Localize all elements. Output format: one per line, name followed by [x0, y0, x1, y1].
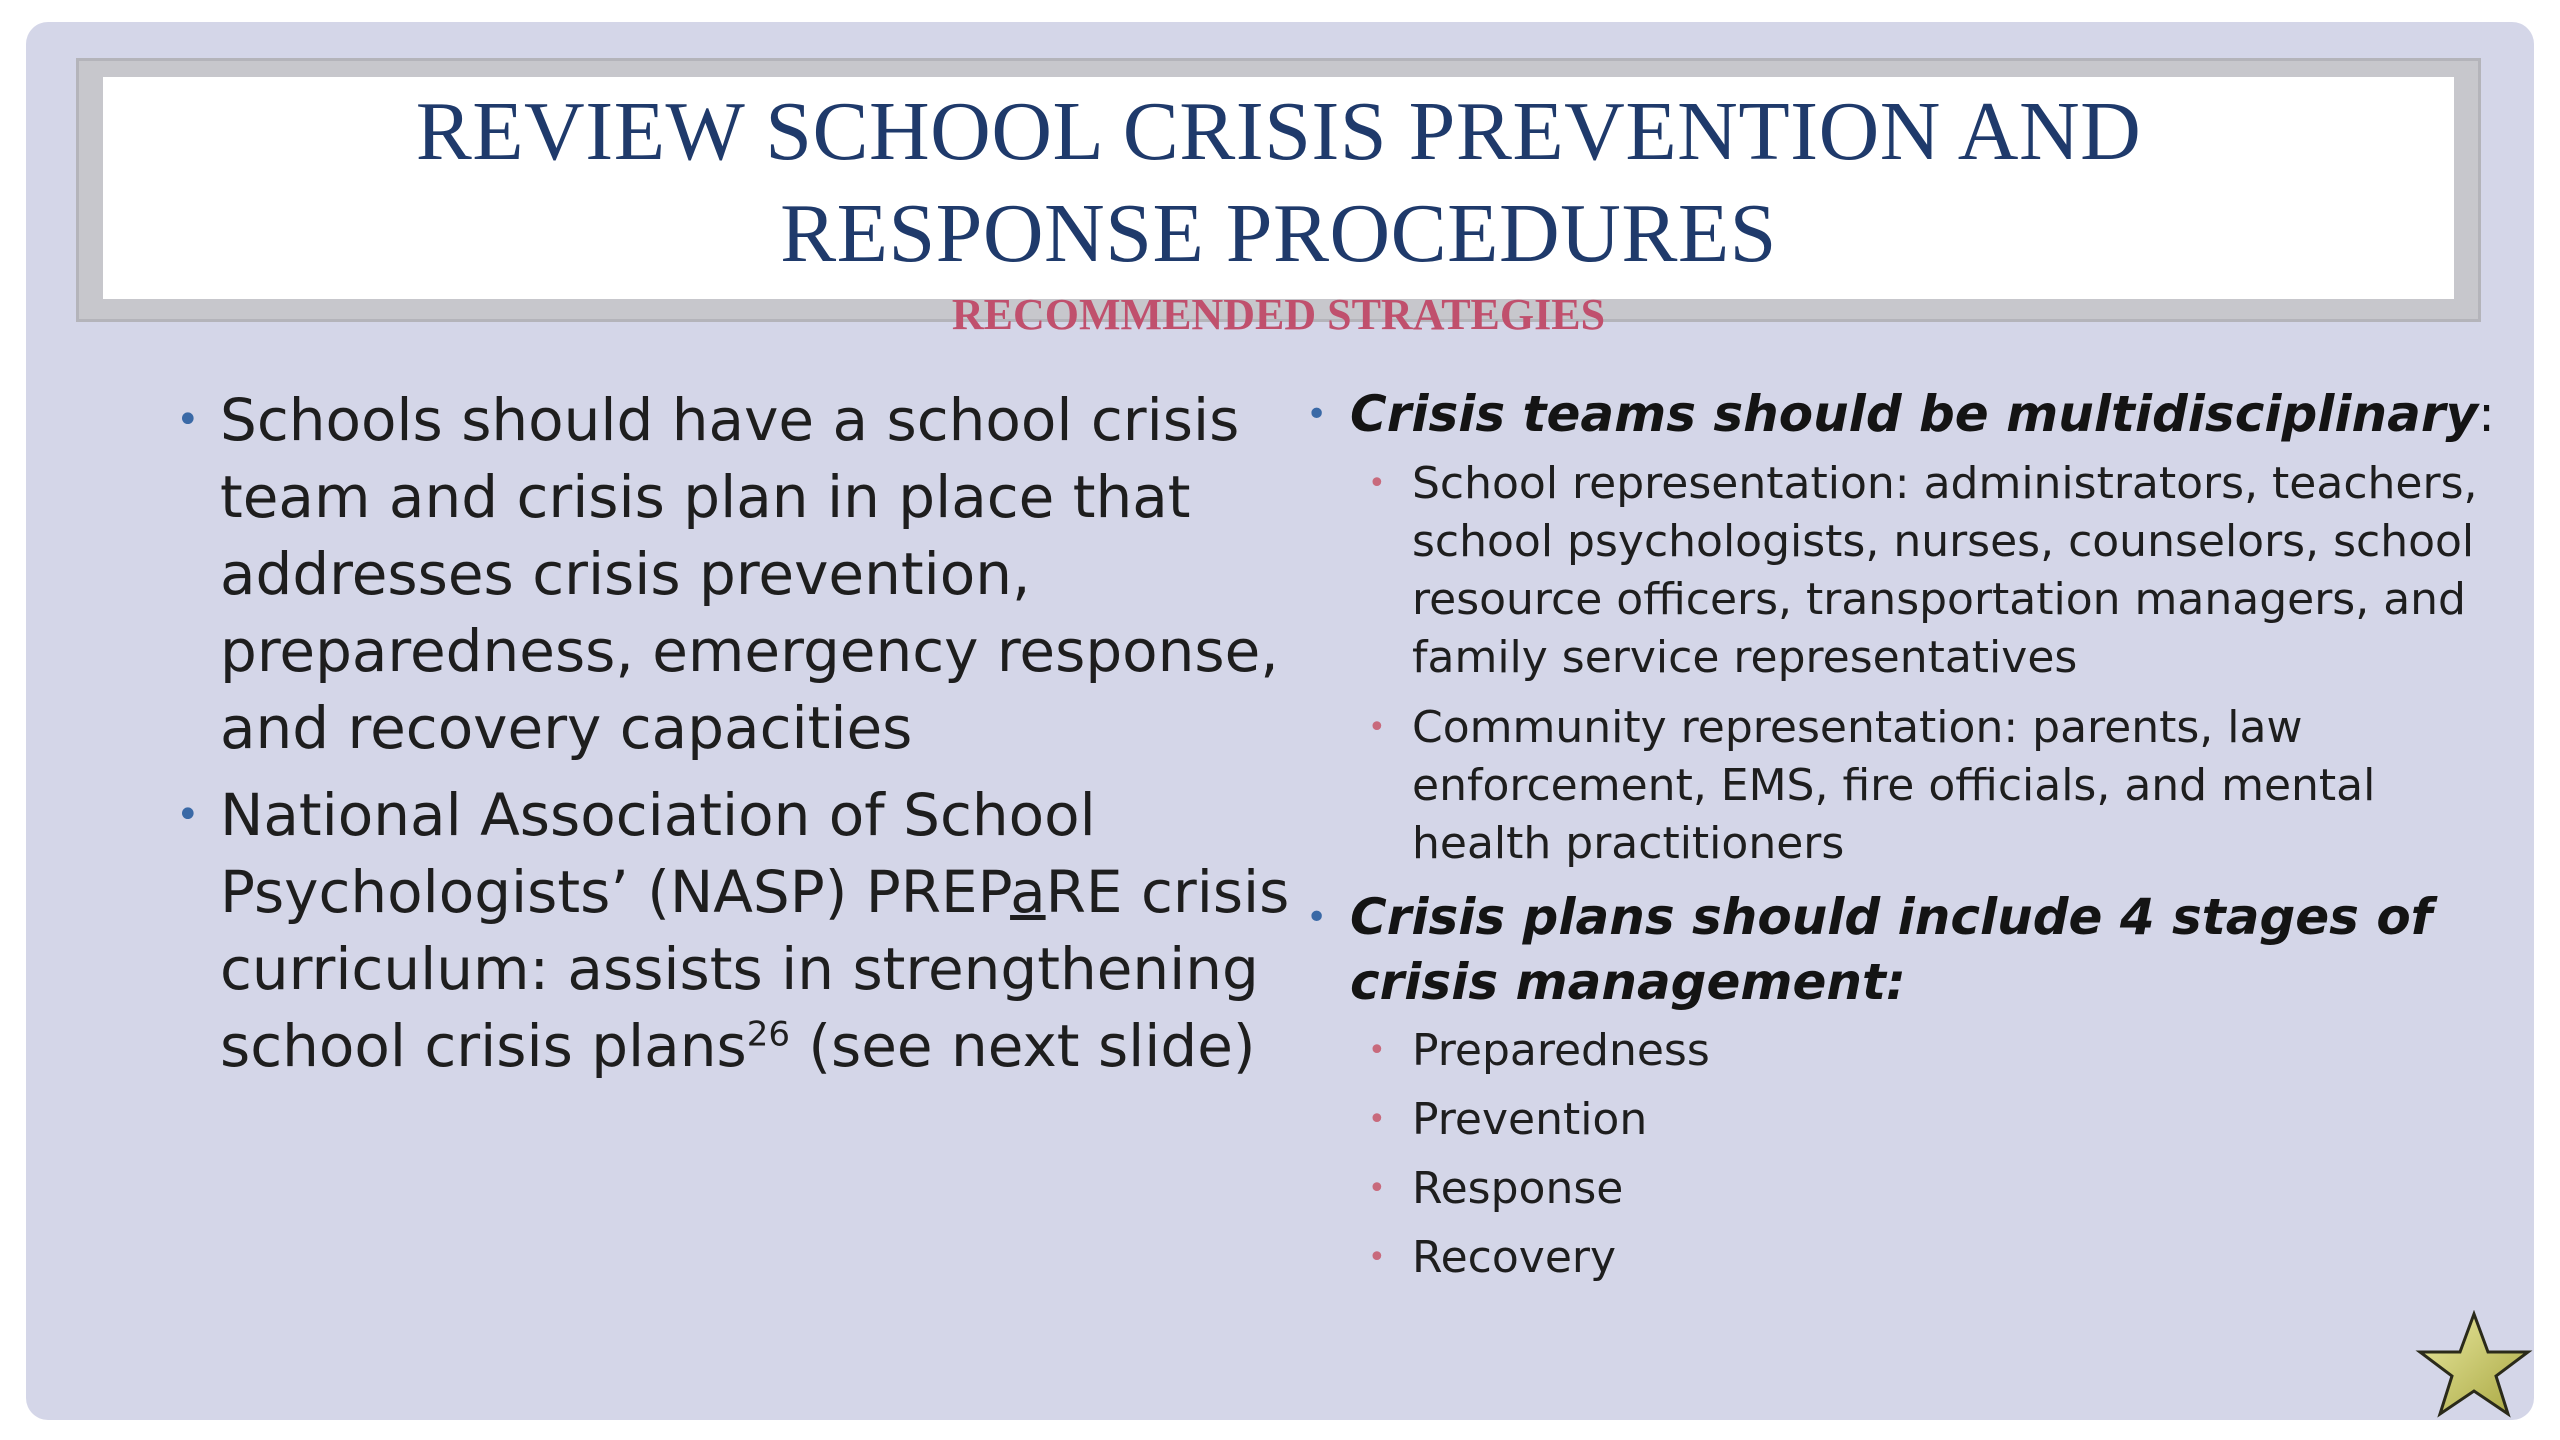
sub-bullet-dot-icon: • — [1368, 710, 1386, 745]
sub-bullet-dot-icon: • — [1368, 1033, 1386, 1068]
sub-bullet-dot-icon: • — [1368, 1171, 1386, 1206]
title-frame — [76, 58, 2481, 339]
bullet-dot-icon: • — [176, 397, 200, 443]
stages-list — [1350, 1023, 2506, 1286]
sub-bullet-dot-icon: • — [1368, 1240, 1386, 1275]
list-item — [1350, 1023, 2506, 1079]
slide — [26, 22, 2534, 1420]
right-heading-2: Crisis plans should include 4 stages of crisis management: — [1350, 888, 2433, 1011]
list-item-text: Response — [1412, 1163, 1624, 1214]
star-icon — [2414, 1310, 2534, 1420]
left-bullet-2 — [176, 777, 1316, 1085]
title-box — [103, 77, 2454, 339]
slide-subtitle: RECOMMENDED STRATEGIES — [951, 290, 1606, 339]
left-bullet-2-text-part3: (see next slide) — [789, 1012, 1256, 1080]
list-item — [1350, 1161, 2506, 1217]
sub-bullet-dot-icon: • — [1368, 466, 1386, 501]
list-item — [1350, 1092, 2506, 1148]
team-members-list — [1350, 455, 2506, 873]
left-column — [176, 382, 1316, 1095]
right-bullet-1 — [1306, 382, 2506, 873]
title-line-1: REVIEW SCHOOL CRISIS PREVENTION AND — [415, 85, 2142, 178]
left-bullet-1 — [176, 382, 1316, 767]
right-column — [1306, 382, 2506, 1299]
slide-title — [103, 77, 2454, 285]
left-bullet-1-text: Schools should have a school crisis team and crisis plan in place that addresses crisis prevention, preparedness, emergency response, and recovery capacities — [220, 386, 1279, 762]
left-bullet-2-text-part2: RE crisis curriculum: assists in strengthening school crisis plans — [220, 858, 1290, 1080]
left-bullet-2-underlined: a — [1010, 858, 1046, 926]
right-heading-1 — [1350, 382, 2506, 447]
right-heading-1-text: Crisis teams should be multidisciplinary — [1350, 385, 2479, 443]
list-item — [1350, 699, 2506, 873]
list-item-text: Prevention — [1412, 1094, 1648, 1145]
right-bullet-2 — [1306, 885, 2506, 1286]
list-item-text: Community representation: parents, law enforcement, EMS, fire officials, and mental health practitioners — [1412, 702, 2376, 869]
left-bullet-2-text-part1: National Association of School Psychologists’ (NASP) PREP — [220, 781, 1096, 926]
right-heading-1-suffix: : — [2478, 385, 2495, 443]
footnote-ref: 26 — [746, 1014, 790, 1055]
list-item-text: Preparedness — [1412, 1025, 1710, 1076]
list-item-text: Recovery — [1412, 1232, 1617, 1283]
list-item — [1350, 455, 2506, 687]
title-line-2: RESPONSE PROCEDURES — [780, 187, 1777, 280]
list-item — [1350, 1230, 2506, 1286]
bullet-dot-icon: • — [176, 792, 200, 838]
list-item-text: School representation: administrators, teachers, school psychologists, nurses, counselors, school resource officers, transportation managers, and family service representatives — [1412, 458, 2478, 683]
bullet-dot-icon: • — [1306, 897, 1328, 938]
sub-bullet-dot-icon: • — [1368, 1102, 1386, 1137]
bullet-dot-icon: • — [1306, 394, 1328, 435]
